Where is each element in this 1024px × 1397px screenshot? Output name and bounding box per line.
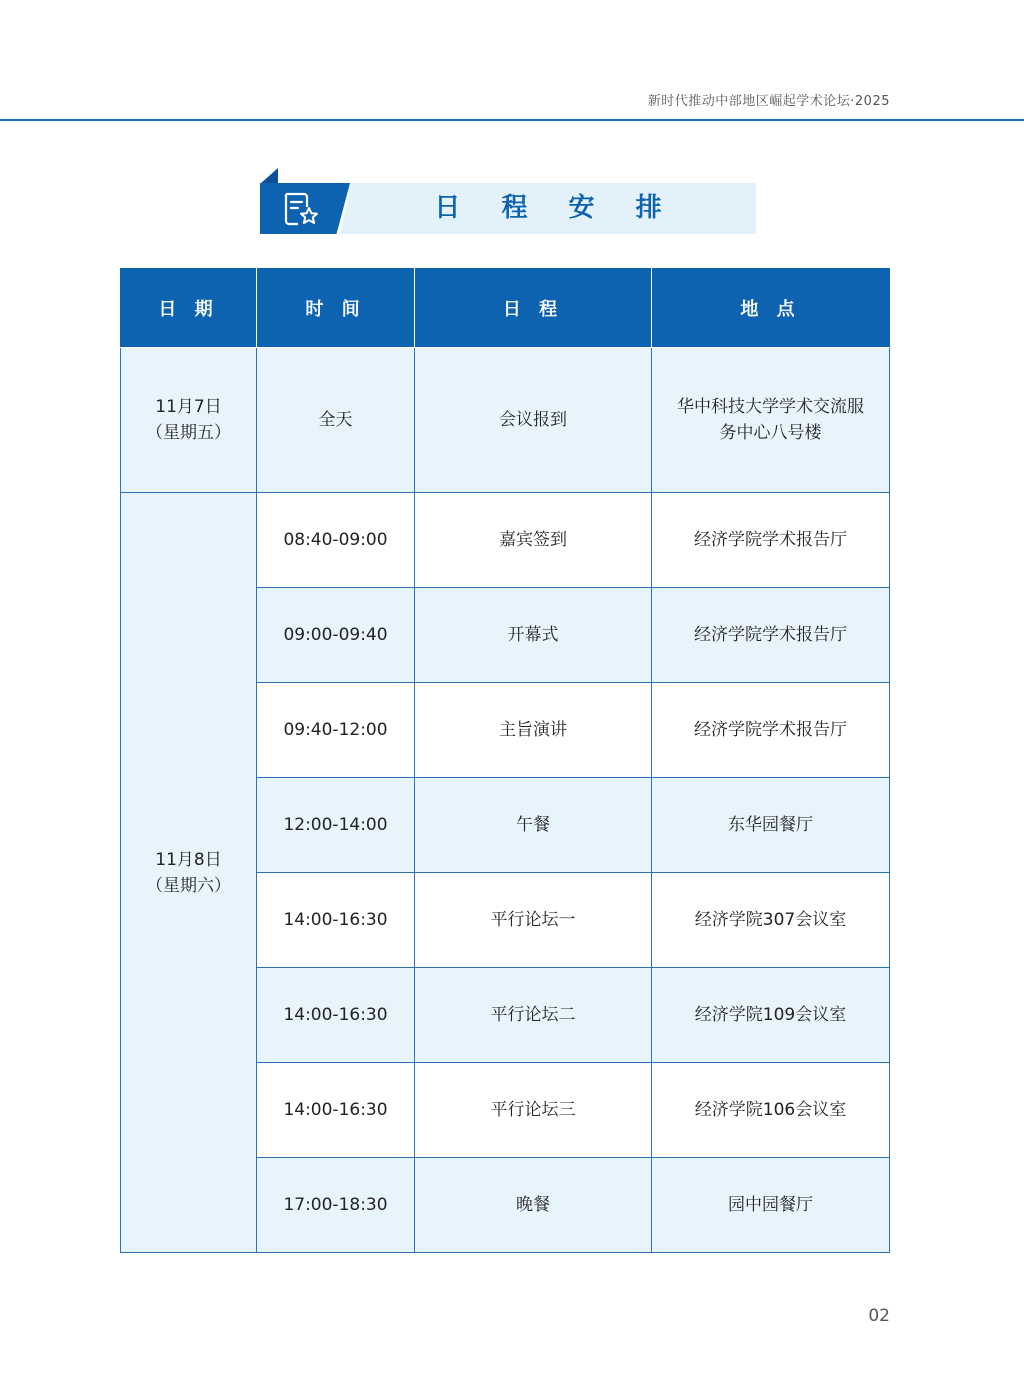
venue-cell: 经济学院307会议室 — [652, 873, 890, 968]
venue-cell: 经济学院学术报告厅 — [652, 493, 890, 588]
time-cell: 全天 — [257, 348, 415, 493]
column-header-time: 时 间 — [257, 269, 415, 348]
time-cell: 14:00-16:30 — [257, 873, 415, 968]
date-cell — [121, 493, 257, 1253]
time-cell: 12:00-14:00 — [257, 778, 415, 873]
date-label: 11月7日 — [155, 397, 222, 417]
time-cell: 08:40-09:00 — [257, 493, 415, 588]
column-header-date: 日 期 — [121, 269, 257, 348]
header-rule — [0, 119, 1024, 121]
venue-cell: 经济学院学术报告厅 — [652, 588, 890, 683]
venue-line: 华中科技大学学术交流服 — [677, 397, 864, 417]
event-cell: 主旨演讲 — [415, 683, 652, 778]
event-cell: 开幕式 — [415, 588, 652, 683]
section-banner — [260, 168, 756, 234]
venue-cell: 经济学院106会议室 — [652, 1063, 890, 1158]
venue-cell: 东华园餐厅 — [652, 778, 890, 873]
time-cell: 14:00-16:30 — [257, 1063, 415, 1158]
weekday-label: （星期六） — [146, 875, 231, 896]
schedule-table — [120, 268, 890, 1253]
event-cell: 晚餐 — [415, 1158, 652, 1253]
time-cell: 09:00-09:40 — [257, 588, 415, 683]
venue-cell: 园中园餐厅 — [652, 1158, 890, 1253]
event-cell: 嘉宾签到 — [415, 493, 652, 588]
section-title: 日 程 安 排 — [434, 193, 678, 223]
event-cell: 平行论坛三 — [415, 1063, 652, 1158]
table-row — [121, 493, 890, 588]
venue-line: 务中心八号楼 — [719, 423, 822, 443]
weekday-label: （星期五） — [146, 423, 231, 443]
running-header: 新时代推动中部地区崛起学术论坛·2025 — [647, 94, 890, 109]
venue-cell: 经济学院109会议室 — [652, 968, 890, 1063]
event-cell: 会议报到 — [415, 348, 652, 493]
event-cell: 平行论坛二 — [415, 968, 652, 1063]
time-cell: 17:00-18:30 — [257, 1158, 415, 1253]
time-cell: 09:40-12:00 — [257, 683, 415, 778]
event-cell: 平行论坛一 — [415, 873, 652, 968]
date-label: 11月8日 — [155, 849, 222, 870]
page-number: 02 — [868, 1306, 890, 1326]
venue-cell — [652, 348, 890, 493]
column-header-event: 日 程 — [415, 269, 652, 348]
venue-cell: 经济学院学术报告厅 — [652, 683, 890, 778]
date-cell — [121, 348, 257, 493]
time-cell: 14:00-16:30 — [257, 968, 415, 1063]
table-header-row — [121, 269, 890, 348]
column-header-venue: 地 点 — [652, 269, 890, 348]
table-row — [121, 348, 890, 493]
banner-fold — [260, 168, 278, 184]
event-cell: 午餐 — [415, 778, 652, 873]
document-star-icon — [282, 191, 320, 227]
